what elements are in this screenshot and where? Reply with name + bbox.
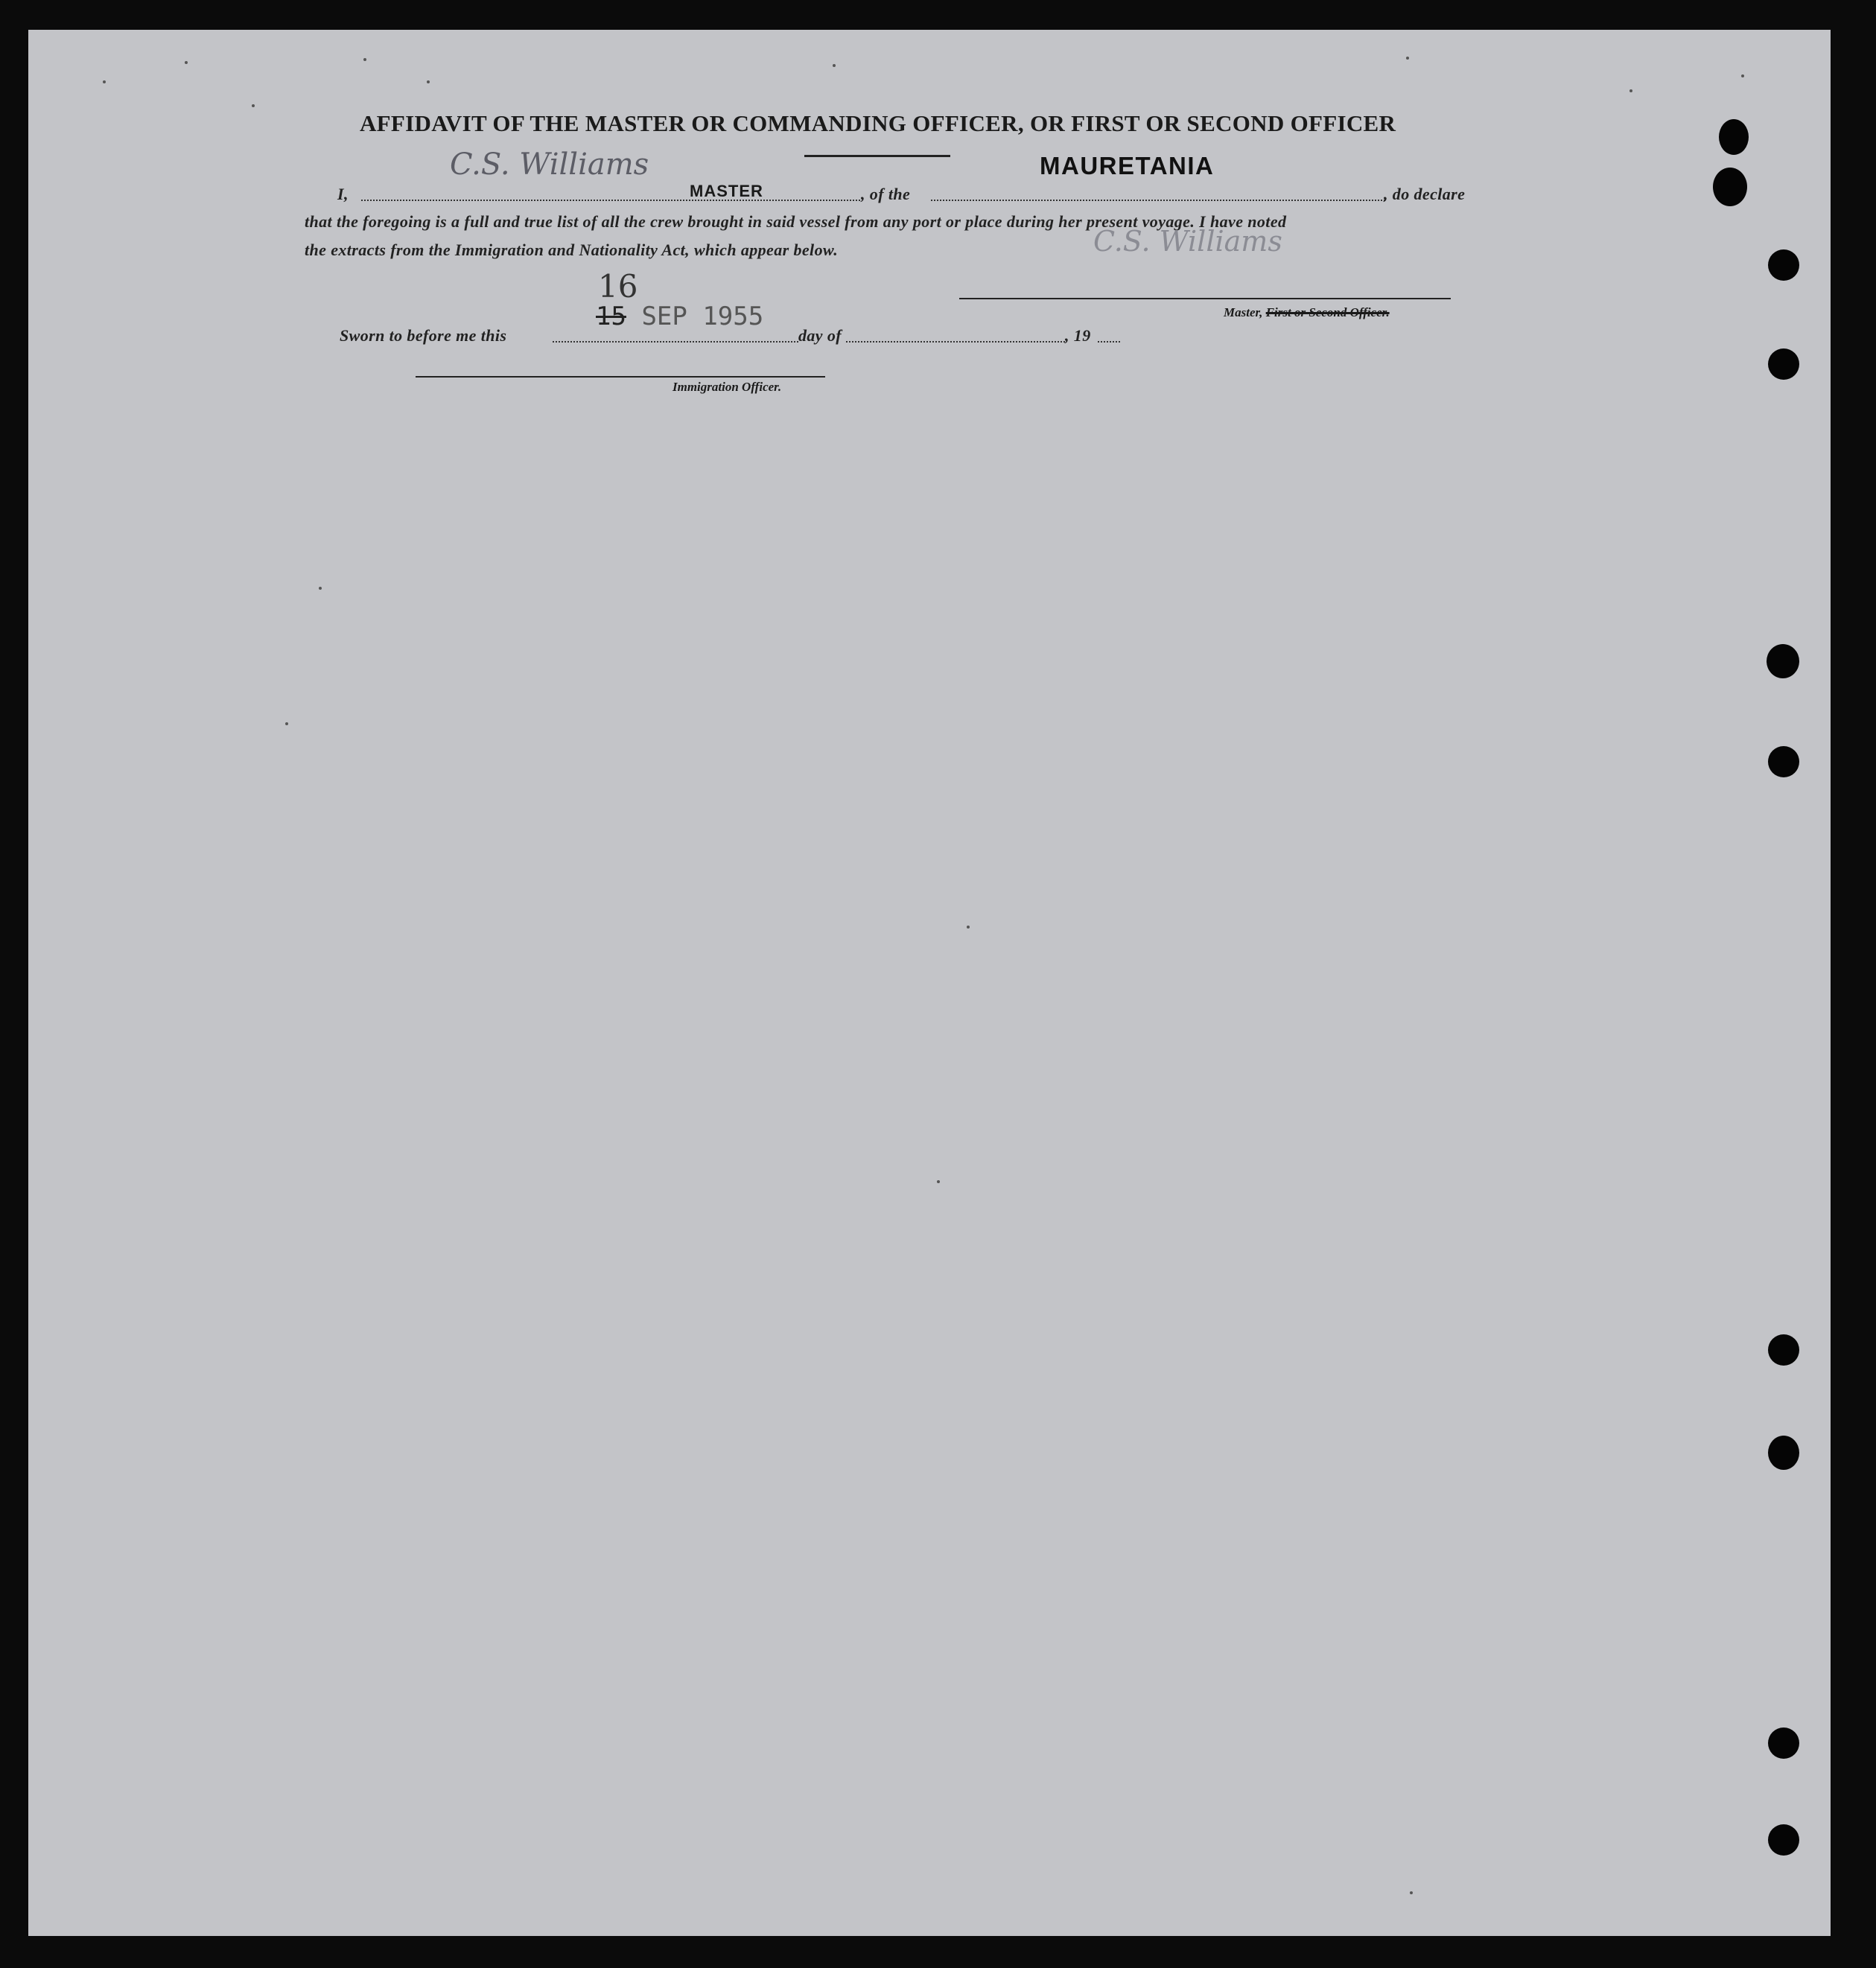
stamp-month-year: SEP 1955: [641, 302, 764, 331]
vessel-name: MAURETANIA: [1040, 152, 1215, 179]
scan-speck: [1410, 1891, 1413, 1894]
handwritten-name: C.S. Williams: [450, 147, 649, 182]
binder-hole: [1713, 168, 1747, 206]
year-prefix: , 19: [1065, 326, 1091, 345]
declaration-line-3: the extracts from the Immigration and Nationality Act, which appear below.: [305, 241, 839, 259]
struck-day: 15: [596, 302, 626, 331]
vessel-rule: [804, 155, 950, 157]
scan-speck: [1741, 74, 1744, 77]
master-caption: [1224, 305, 1390, 320]
scan-speck: [319, 587, 322, 590]
day-of-text: day of: [798, 326, 842, 345]
scan-speck: [833, 64, 836, 67]
scan-speck: [1406, 57, 1409, 60]
rank-text: MASTER: [690, 182, 763, 200]
of-the-text: , of the: [861, 185, 911, 203]
binder-hole: [1768, 1334, 1799, 1366]
immigration-signature-line: [416, 376, 825, 378]
binder-hole: [1768, 249, 1799, 281]
immigration-caption: Immigration Officer.: [673, 380, 782, 394]
master-signature-line: [959, 298, 1451, 299]
officer-signature: C.S. Williams: [1093, 225, 1282, 258]
scan-speck: [427, 80, 430, 83]
sworn-prefix: Sworn to before me this: [340, 326, 507, 345]
scan-speck: [285, 722, 288, 725]
declaration-line-2: that the foregoing is a full and true list of all the crew brought in said vessel from any port or place during her present voyage. I have noted: [305, 212, 1287, 231]
master-caption-struck: First or Second Officer.: [1265, 305, 1390, 319]
binder-hole: [1768, 348, 1799, 380]
day-field-line: [553, 341, 798, 343]
scan-speck: [185, 61, 188, 64]
name-field-line: [361, 200, 860, 201]
scan-speck: [103, 80, 106, 83]
binder-hole: [1768, 1727, 1799, 1759]
scan-speck: [967, 926, 970, 929]
scan-speck: [937, 1180, 940, 1183]
scan-speck: [252, 104, 255, 107]
year-field-line: [1098, 341, 1120, 343]
binder-hole: [1767, 644, 1799, 678]
do-declare-text: , do declare: [1384, 185, 1466, 203]
affidavit-heading: AFFIDAVIT OF THE MASTER OR COMMANDING OFFICER, OR FIRST OR SECOND OFFICER: [360, 110, 1396, 136]
vessel-field-line: [931, 200, 1385, 201]
binder-hole: [1768, 746, 1799, 777]
binder-hole: [1768, 1824, 1799, 1856]
handwritten-day: 16: [598, 268, 638, 305]
binder-hole: [1768, 1436, 1799, 1470]
master-caption-label: Master,: [1224, 305, 1263, 319]
date-stamp: [596, 302, 763, 331]
declaration-prefix: I,: [337, 185, 349, 203]
scan-speck: [1629, 89, 1632, 92]
document-page: [28, 30, 1831, 1936]
scan-speck: [363, 58, 366, 61]
month-field-line: [864, 341, 1065, 343]
binder-hole: [1719, 119, 1749, 155]
